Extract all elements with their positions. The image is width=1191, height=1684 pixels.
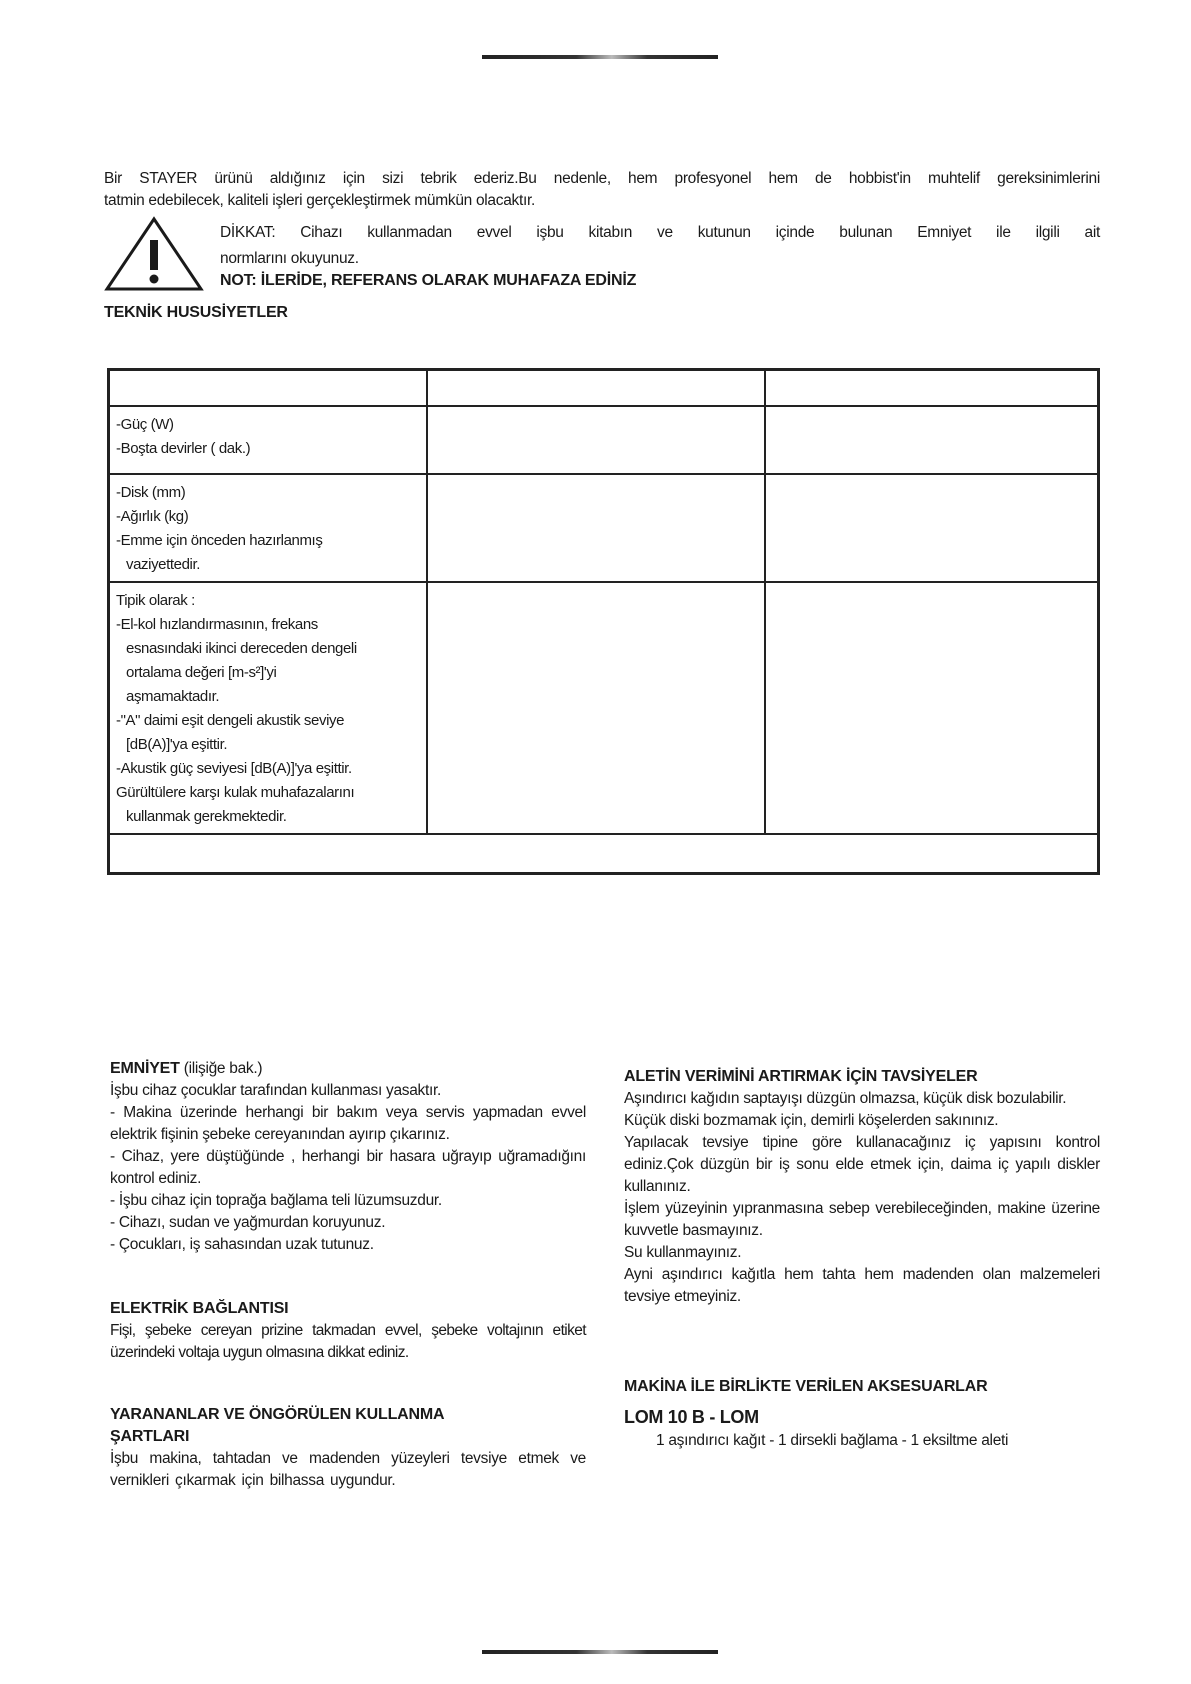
spec-table: [107, 368, 1100, 875]
spec-row-power: [109, 406, 1099, 474]
spec-label-cell: [109, 474, 427, 582]
spec-label: [dB(A)]'ya eşittir.: [126, 735, 228, 753]
safety-line: İşbu cihaz çocuklar tarafından kullanması yasaktır.: [110, 1082, 442, 1099]
spec-row-vibration-noise: [109, 582, 1099, 834]
electric-title: ELEKTRİK BAĞLANTISI: [110, 1300, 289, 1317]
accessories-model: LOM 10 B - LOM: [624, 1407, 759, 1427]
spec-label-cell: [109, 582, 427, 834]
spec-header-cell-2: [427, 370, 765, 406]
tips-line: İşlem yüzeyinin yıpranmasına sebep verebileceğinden, makine üzerine kuvvetle basmayınız.: [624, 1200, 1100, 1239]
accessories-title: MAKİNA İLE BİRLİKTE VERİLEN AKSESUARLAR: [624, 1378, 988, 1395]
spec-label: aşmamaktadır.: [126, 687, 220, 705]
usage-section: [110, 1404, 586, 1492]
intro-paragraph: [104, 168, 1100, 212]
tips-section: [624, 1066, 1100, 1308]
top-rule: [482, 55, 718, 59]
spec-label: -Boşta devirler ( dak.): [116, 439, 251, 457]
warning-triangle-icon: [104, 216, 204, 292]
warning-line-2: normlarını okuyunuz.: [220, 250, 359, 267]
warning-note: NOT: İLERİDE, REFERANS OLARAK MUHAFAZA EDİNİZ: [220, 272, 637, 289]
spec-table-wrapper: [107, 368, 1100, 875]
usage-title-line-1: YARANANLAR VE ÖNGÖRÜLEN KULLANMA: [110, 1406, 445, 1423]
bottom-rule: [482, 1650, 718, 1654]
safety-title-suffix: (ilişiğe bak.): [179, 1060, 263, 1077]
spec-label: -Ağırlık (kg): [116, 507, 189, 525]
safety-section: [110, 1058, 586, 1256]
spec-label: ortalama değeri [m-s²]'yi: [126, 663, 277, 681]
tips-title: ALETİN VERİMİNİ ARTIRMAK İÇİN TAVSİYELER: [624, 1068, 978, 1085]
tips-line: Yapılacak tevsiye tipine göre kullanacağınız iç yapısını kontrol ediniz.Çok düzgün bir iş sonu elde etmek için, daima iç yapılı diskler kullanınız.: [624, 1134, 1100, 1195]
spec-label: -Akustik güç seviyesi [dB(A)]'ya eşittir.: [116, 759, 352, 777]
safety-title: EMNİYET: [110, 1060, 180, 1077]
safety-line: - Makina üzerinde herhangi bir bakım veya servis yapmadan evvel elektrik fişinin şebeke cereyanından ayırıp çıkarınız.: [110, 1104, 586, 1143]
spec-value-cell: [427, 582, 765, 834]
usage-text: İşbu makina, tahtadan ve madenden yüzeyleri tevsiye etmek ve vernikleri çıkarmak için bilhassa uygundur.: [110, 1450, 586, 1489]
spec-footer-row: [109, 834, 1099, 874]
spec-label: -Emme için önceden hazırlanmış: [116, 531, 323, 549]
accessories-items: 1 aşındırıcı kağıt - 1 dirsekli bağlama - 1 eksiltme aleti: [656, 1432, 1009, 1449]
safety-line: - İşbu cihaz için toprağa bağlama teli lüzumsuzdur.: [110, 1192, 442, 1209]
spec-header-cell-1: [109, 370, 427, 406]
electric-text: Fişi, şebeke cereyan prizine takmadan evvel, şebeke voltajının etiket üzerindeki voltaja uygun olmasına dikkat ediniz.: [110, 1322, 586, 1361]
safety-line: - Cihazı, sudan ve yağmurdan koruyunuz.: [110, 1214, 386, 1231]
warning-text: [220, 222, 1100, 292]
spec-header-row: [109, 370, 1099, 406]
spec-label: Tipik olarak :: [116, 591, 195, 609]
electric-section: [110, 1298, 586, 1364]
spec-label: -"A" daimi eşit dengeli akustik seviye: [116, 711, 345, 729]
spec-label: -El-kol hızlandırmasının, frekans: [116, 615, 318, 633]
spec-value-cell: [427, 406, 765, 474]
spec-row-disk: [109, 474, 1099, 582]
spec-label: -Güç (W): [116, 415, 174, 433]
spec-label: kullanmak gerekmektedir.: [126, 807, 287, 825]
spec-value-cell: [765, 582, 1099, 834]
spec-label: vaziyettedir.: [126, 555, 201, 573]
tips-line: Küçük diski bozmamak için, demirli köşelerden sakınınız.: [624, 1112, 999, 1129]
spec-header-cell-3: [765, 370, 1099, 406]
tips-line: Aşındırıcı kağıdın saptayışı düzgün olmazsa, küçük disk bozulabilir.: [624, 1090, 1067, 1107]
tech-title: TEKNİK HUSUSİYETLER: [104, 304, 288, 321]
accessories-section: [624, 1376, 1100, 1452]
spec-value-cell: [427, 474, 765, 582]
spec-value-cell: [765, 406, 1099, 474]
spec-label-cell: [109, 406, 427, 474]
spec-footer-cell: [109, 834, 1099, 874]
tips-line: Ayni aşındırıcı kağıtla hem tahta hem madenden olan malzemeleri tevsiye etmeyiniz.: [624, 1266, 1100, 1305]
safety-line: - Çocukları, iş sahasından uzak tutunuz.: [110, 1236, 374, 1253]
usage-title-line-2: ŞARTLARI: [110, 1428, 190, 1445]
spec-label: Gürültülere karşı kulak muhafazalarını: [116, 783, 355, 801]
spec-label: -Disk (mm): [116, 483, 186, 501]
safety-line: - Cihaz, yere düştüğünde , herhangi bir hasara uğrayıp uğramadığını kontrol ediniz.: [110, 1148, 586, 1187]
intro-line-1: Bir STAYER ürünü aldığınız için sizi tebrik ederiz.Bu nedenle, hem profesyonel hem de hobbist'in muhtelif gereksinimlerini: [104, 170, 1100, 187]
spec-label: esnasındaki ikinci dereceden dengeli: [126, 639, 357, 657]
intro-line-2: tatmin edebilecek, kaliteli işleri gerçekleştirmek mümkün olacaktır.: [104, 192, 535, 209]
spec-value-cell: [765, 474, 1099, 582]
warning-line-1: DİKKAT: Cihazı kullanmadan evvel işbu kitabın ve kutunun içinde bulunan Emniyet ile ilgili ait: [220, 224, 1100, 241]
tips-line: Su kullanmayınız.: [624, 1244, 742, 1261]
